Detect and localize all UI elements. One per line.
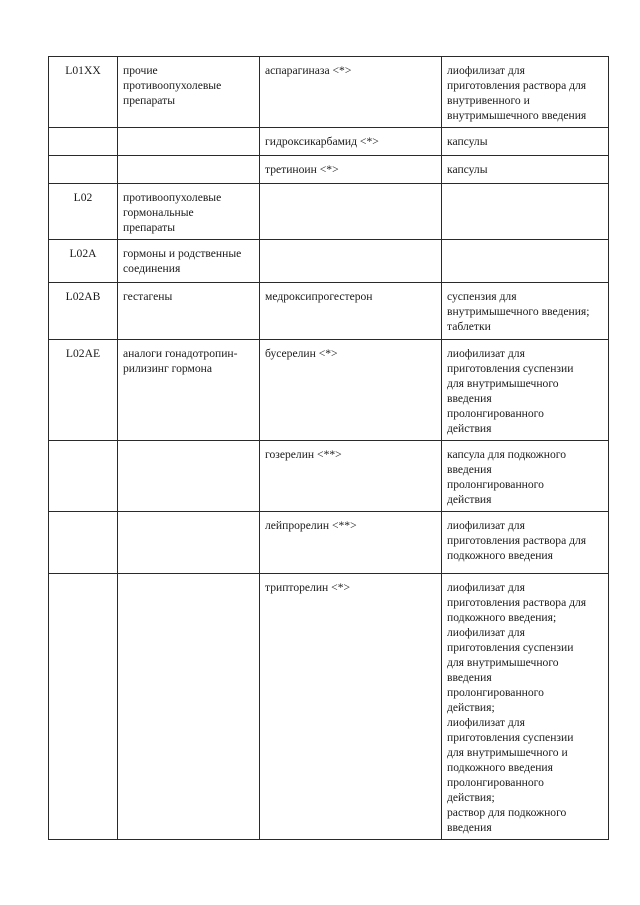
atc-code-cell: L02AB xyxy=(49,283,118,340)
atc-code-cell: L02 xyxy=(49,184,118,240)
group-name-cell: гестагены xyxy=(118,283,260,340)
drug-name-cell: бусерелин <*> xyxy=(260,340,442,441)
drug-name-cell xyxy=(260,240,442,283)
group-name-cell xyxy=(118,156,260,184)
atc-code-cell xyxy=(49,128,118,156)
drug-name-cell: медроксипрогестерон xyxy=(260,283,442,340)
group-name-cell: прочие противоопухолевые препараты xyxy=(118,57,260,128)
dosage-form-cell: лиофилизат для приготовления раствора для подкожного введения; лиофилизат для приготовления суспензии для внутримышечного введения пролонгированного действия; лиофилизат для приготовления суспензии для внутримышечного и подкожного введения пролонгированного действия; раствор для подкожного введения xyxy=(442,574,609,840)
drug-name-cell: трипторелин <*> xyxy=(260,574,442,840)
dosage-form-cell: капсулы xyxy=(442,128,609,156)
group-name-cell xyxy=(118,128,260,156)
table-row xyxy=(49,128,609,156)
table-row xyxy=(49,340,609,441)
drug-name-cell: лейпрорелин <**> xyxy=(260,512,442,574)
drug-name-cell: аспарагиназа <*> xyxy=(260,57,442,128)
atc-code-cell: L01XX xyxy=(49,57,118,128)
group-name-cell xyxy=(118,441,260,512)
drug-table xyxy=(48,56,609,840)
dosage-form-cell: лиофилизат для приготовления суспензии для внутримышечного введения пролонгированного действия xyxy=(442,340,609,441)
group-name-cell: противоопухолевые гормональные препараты xyxy=(118,184,260,240)
group-name-cell: гормоны и родственные соединения xyxy=(118,240,260,283)
dosage-form-cell: лиофилизат для приготовления раствора для внутривенного и внутримышечного введения xyxy=(442,57,609,128)
atc-code-cell xyxy=(49,156,118,184)
atc-code-cell: L02AE xyxy=(49,340,118,441)
drug-name-cell: гидроксикарбамид <*> xyxy=(260,128,442,156)
group-name-cell: аналоги гонадотропин- рилизинг гормона xyxy=(118,340,260,441)
atc-code-cell: L02A xyxy=(49,240,118,283)
table-row xyxy=(49,184,609,240)
dosage-form-cell xyxy=(442,184,609,240)
atc-code-cell xyxy=(49,441,118,512)
dosage-form-cell: суспензия для внутримышечного введения; таблетки xyxy=(442,283,609,340)
dosage-form-cell: капсулы xyxy=(442,156,609,184)
group-name-cell xyxy=(118,512,260,574)
table-row xyxy=(49,512,609,574)
table-row xyxy=(49,441,609,512)
dosage-form-cell xyxy=(442,240,609,283)
dosage-form-cell: лиофилизат для приготовления раствора для подкожного введения xyxy=(442,512,609,574)
drug-name-cell xyxy=(260,184,442,240)
table-row xyxy=(49,240,609,283)
table-row xyxy=(49,574,609,840)
drug-name-cell: третиноин <*> xyxy=(260,156,442,184)
dosage-form-cell: капсула для подкожного введения пролонгированного действия xyxy=(442,441,609,512)
table-row xyxy=(49,156,609,184)
atc-code-cell xyxy=(49,512,118,574)
table-row xyxy=(49,283,609,340)
atc-code-cell xyxy=(49,574,118,840)
group-name-cell xyxy=(118,574,260,840)
table-row xyxy=(49,57,609,128)
drug-name-cell: гозерелин <**> xyxy=(260,441,442,512)
